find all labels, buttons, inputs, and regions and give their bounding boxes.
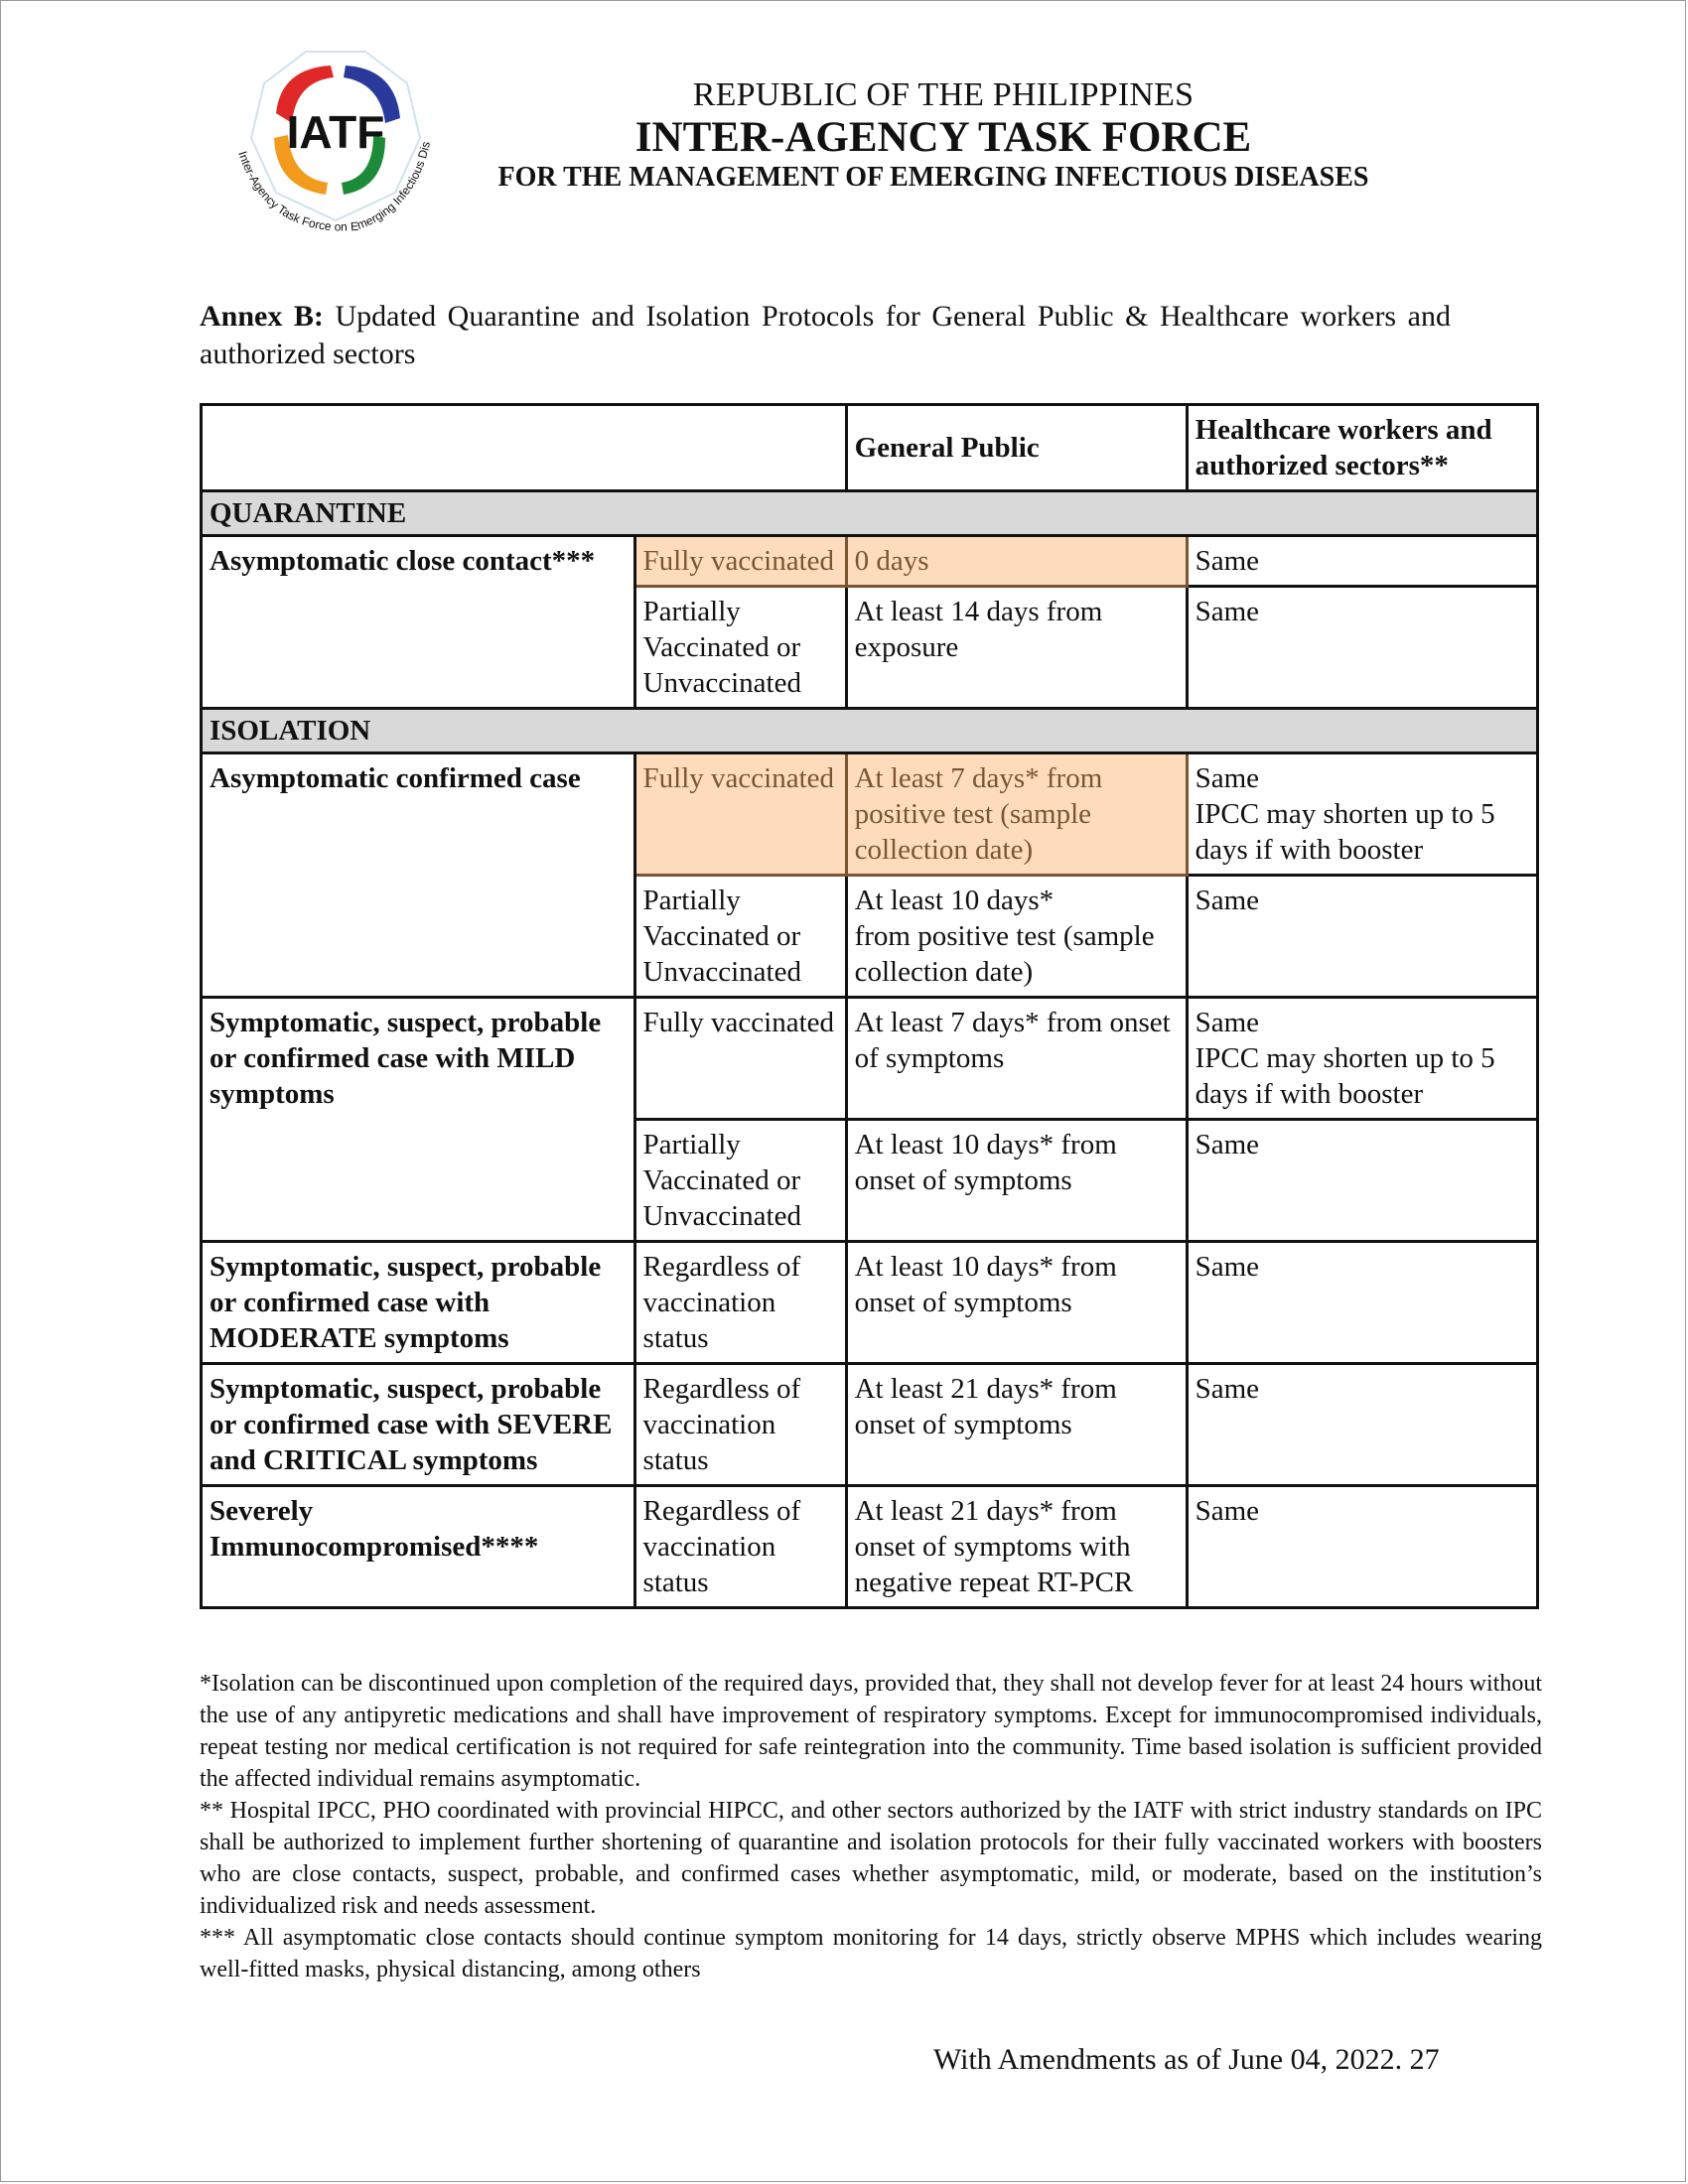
vaccination-status-cell: Fully vaccinated xyxy=(634,998,846,1120)
table-row xyxy=(202,1364,1538,1486)
vaccination-status-cell: Regardless of vaccination status xyxy=(634,1242,846,1364)
vaccination-status-cell: Fully vaccinated xyxy=(634,536,846,587)
page-footer: With Amendments as of June 04, 2022. 27 xyxy=(933,2043,1440,2076)
section-row-isolation xyxy=(202,709,1538,753)
general-public-cell: At least 10 days* from onset of symptoms xyxy=(846,1242,1187,1364)
general-public-cell: At least 21 days* from onset of symptoms with negative repeat RT-PCR xyxy=(846,1486,1187,1608)
table-row xyxy=(202,753,1538,876)
table-row xyxy=(202,998,1538,1120)
general-public-cell: At least 7 days* from positive test (sample collection date) xyxy=(846,753,1187,876)
vaccination-status-cell: Regardless of vaccination status xyxy=(634,1486,846,1608)
vaccination-status-cell: Partially Vaccinated or Unvaccinated xyxy=(634,1120,846,1242)
letterhead-republic: REPUBLIC OF THE PHILIPPINES xyxy=(692,76,1195,113)
vaccination-status-cell: Regardless of vaccination status xyxy=(634,1364,846,1486)
table-row xyxy=(202,1486,1538,1608)
healthcare-cell: Same xyxy=(1187,1242,1537,1364)
table-row xyxy=(202,536,1538,587)
footnotes xyxy=(200,1668,1542,1985)
footnote-3: *** All asymptomatic close contacts should continue symptom monitoring for 14 days, strictly observe MPHS which includes wearing well-fitted masks, physical distancing, among others xyxy=(200,1925,1542,1982)
healthcare-cell: Same xyxy=(1187,1364,1537,1486)
letterhead xyxy=(447,75,1440,195)
header-blank-cell xyxy=(202,405,847,491)
case-category-cell: Severely Immunocompromised**** xyxy=(202,1486,635,1608)
letterhead-subtitle: FOR THE MANAGEMENT OF EMERGING INFECTIOUS DISEASES xyxy=(497,162,1369,193)
general-public-cell: At least 10 days* from positive test (sample collection date) xyxy=(846,876,1187,998)
general-public-cell: At least 21 days* from onset of symptoms xyxy=(846,1364,1187,1486)
logo-text: IATF xyxy=(286,106,385,158)
iatf-logo-icon xyxy=(226,44,445,242)
case-category-cell: Asymptomatic confirmed case xyxy=(202,753,635,998)
protocols-table xyxy=(200,403,1539,1609)
table-row xyxy=(202,1242,1538,1364)
healthcare-cell: Same xyxy=(1187,876,1537,998)
annex-title xyxy=(200,298,1451,373)
healthcare-cell: Same xyxy=(1187,1120,1537,1242)
header-healthcare: Healthcare workers and authorized sectors** xyxy=(1187,405,1537,491)
healthcare-cell: Same IPCC may shorten up to 5 days if with booster xyxy=(1187,998,1537,1120)
table-header-row xyxy=(202,405,1538,491)
case-category-cell: Asymptomatic close contact*** xyxy=(202,536,635,709)
section-label-quarantine: QUARANTINE xyxy=(202,491,1538,536)
general-public-cell: At least 7 days* from onset of symptoms xyxy=(846,998,1187,1120)
quarantine-rows xyxy=(202,536,1538,709)
vaccination-status-cell: Partially Vaccinated or Unvaccinated xyxy=(634,587,846,709)
healthcare-cell: Same xyxy=(1187,1486,1537,1608)
healthcare-cell: Same xyxy=(1187,587,1537,709)
isolation-rows xyxy=(202,753,1538,1608)
healthcare-cell: Same xyxy=(1187,536,1537,587)
general-public-cell: At least 10 days* from onset of symptoms xyxy=(846,1120,1187,1242)
logo-ring-text: Inter-Agency Task Force on Emerging Infectious Dis xyxy=(235,140,434,234)
case-category-cell: Symptomatic, suspect, probable or confirmed case with MODERATE symptoms xyxy=(202,1242,635,1364)
vaccination-status-cell: Fully vaccinated xyxy=(634,753,846,876)
general-public-cell: At least 14 days from exposure xyxy=(846,587,1187,709)
healthcare-cell: Same IPCC may shorten up to 5 days if with booster xyxy=(1187,753,1537,876)
section-label-isolation: ISOLATION xyxy=(202,709,1538,753)
vaccination-status-cell: Partially Vaccinated or Unvaccinated xyxy=(634,876,846,998)
iatf-logo xyxy=(226,44,445,242)
footnote-1: *Isolation can be discontinued upon completion of the required days, provided that, they shall not develop fever for at least 24 hours without the use of any antipyretic medications and shall have improvement of respiratory symptoms. Except for immunocompromised individuals, repeat testing nor medical certification is not required for safe reintegration into the community. Time based isolation is sufficient provided the affected individual remains asymptomatic. xyxy=(200,1671,1542,1792)
letterhead-agency: INTER-AGENCY TASK FORCE xyxy=(634,114,1252,161)
footnote-2: ** Hospital IPCC, PHO coordinated with provincial HIPCC, and other sectors authorized by the IATF with strict industry standards on IPC shall be authorized to implement further shortening of quarantine and isolation protocols for their fully vaccinated workers with boosters who are close contacts, suspect, probable, and confirmed cases whether asymptomatic, mild, or moderate, based on the institution’s individualized risk and needs assessment. xyxy=(200,1798,1542,1919)
case-category-cell: Symptomatic, suspect, probable or confirmed case with SEVERE and CRITICAL symptoms xyxy=(202,1364,635,1486)
case-category-cell: Symptomatic, suspect, probable or confirmed case with MILD symptoms xyxy=(202,998,635,1242)
section-row-quarantine xyxy=(202,491,1538,536)
annex-label: Annex B: xyxy=(200,300,324,333)
annex-description: Updated Quarantine and Isolation Protocols for General Public & Healthcare workers and authorized sectors xyxy=(200,300,1451,370)
header-general-public: General Public xyxy=(846,405,1187,491)
general-public-cell: 0 days xyxy=(846,536,1187,587)
